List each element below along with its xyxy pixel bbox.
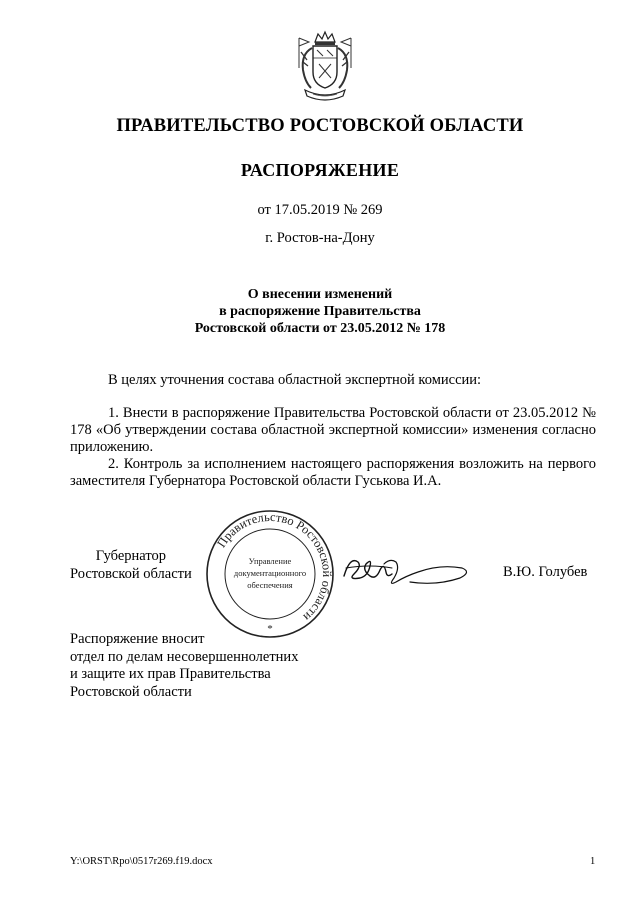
coat-of-arms-icon [293, 28, 357, 106]
footer-file-path: Y:\ORST\Rpo\0517r269.f19.docx [70, 856, 213, 867]
official-stamp [204, 508, 336, 640]
submitted-by-line: Ростовской области [70, 683, 192, 700]
intro-paragraph: В целях уточнения состава областной экспертной комиссии: [108, 372, 482, 388]
submitted-by-line: Распоряжение вносит [70, 631, 205, 647]
stamp-ring-text: Правительство Ростовской области [214, 509, 335, 625]
stamp-center-line: Управление [248, 556, 292, 566]
signatory-title-line: Ростовской области [70, 566, 192, 582]
government-title: ПРАВИТЕЛЬСТВО РОСТОВСКОЙ ОБЛАСТИ [116, 116, 524, 136]
handwritten-signature [340, 548, 475, 590]
stamp-center-line: обеспечения [247, 580, 293, 590]
signatory-name: В.Ю. Голубев [503, 564, 588, 580]
stamp-star-icon: * [267, 623, 273, 635]
signatory-title [70, 547, 192, 583]
item-2-paragraph: 2. Контроль за исполнением настоящего распоряжения возложить на первого заместителя Губернатора Ростовской области Гуськова И.А. [70, 456, 596, 489]
submitted-by-line: и защите их прав Правительства [70, 666, 271, 682]
subject-line: Ростовской области от 23.05.2012 № 178 [194, 321, 446, 336]
item-1-paragraph: 1. Внести в распоряжение Правительства Ростовской области от 23.05.2012 № 178 «Об утверждении состава областной экспертной комиссии» изменения согласно приложению. [70, 405, 596, 455]
document-date-number: от 17.05.2019 № 269 [257, 202, 383, 218]
subject-line: в распоряжение Правительства [219, 304, 421, 319]
document-city: г. Ростов-на-Дону [265, 230, 375, 246]
stamp-center-line: документационного [233, 568, 307, 578]
submitted-by-note [70, 631, 298, 701]
submitted-by-line: отдел по делам несовершеннолетних [70, 648, 299, 665]
document-type: РАСПОРЯЖЕНИЕ [240, 160, 400, 180]
document-subject [0, 286, 640, 337]
signatory-title-line: Губернатор [95, 548, 166, 564]
footer-page-number: 1 [590, 856, 596, 867]
subject-line: О внесении изменений [247, 287, 393, 302]
